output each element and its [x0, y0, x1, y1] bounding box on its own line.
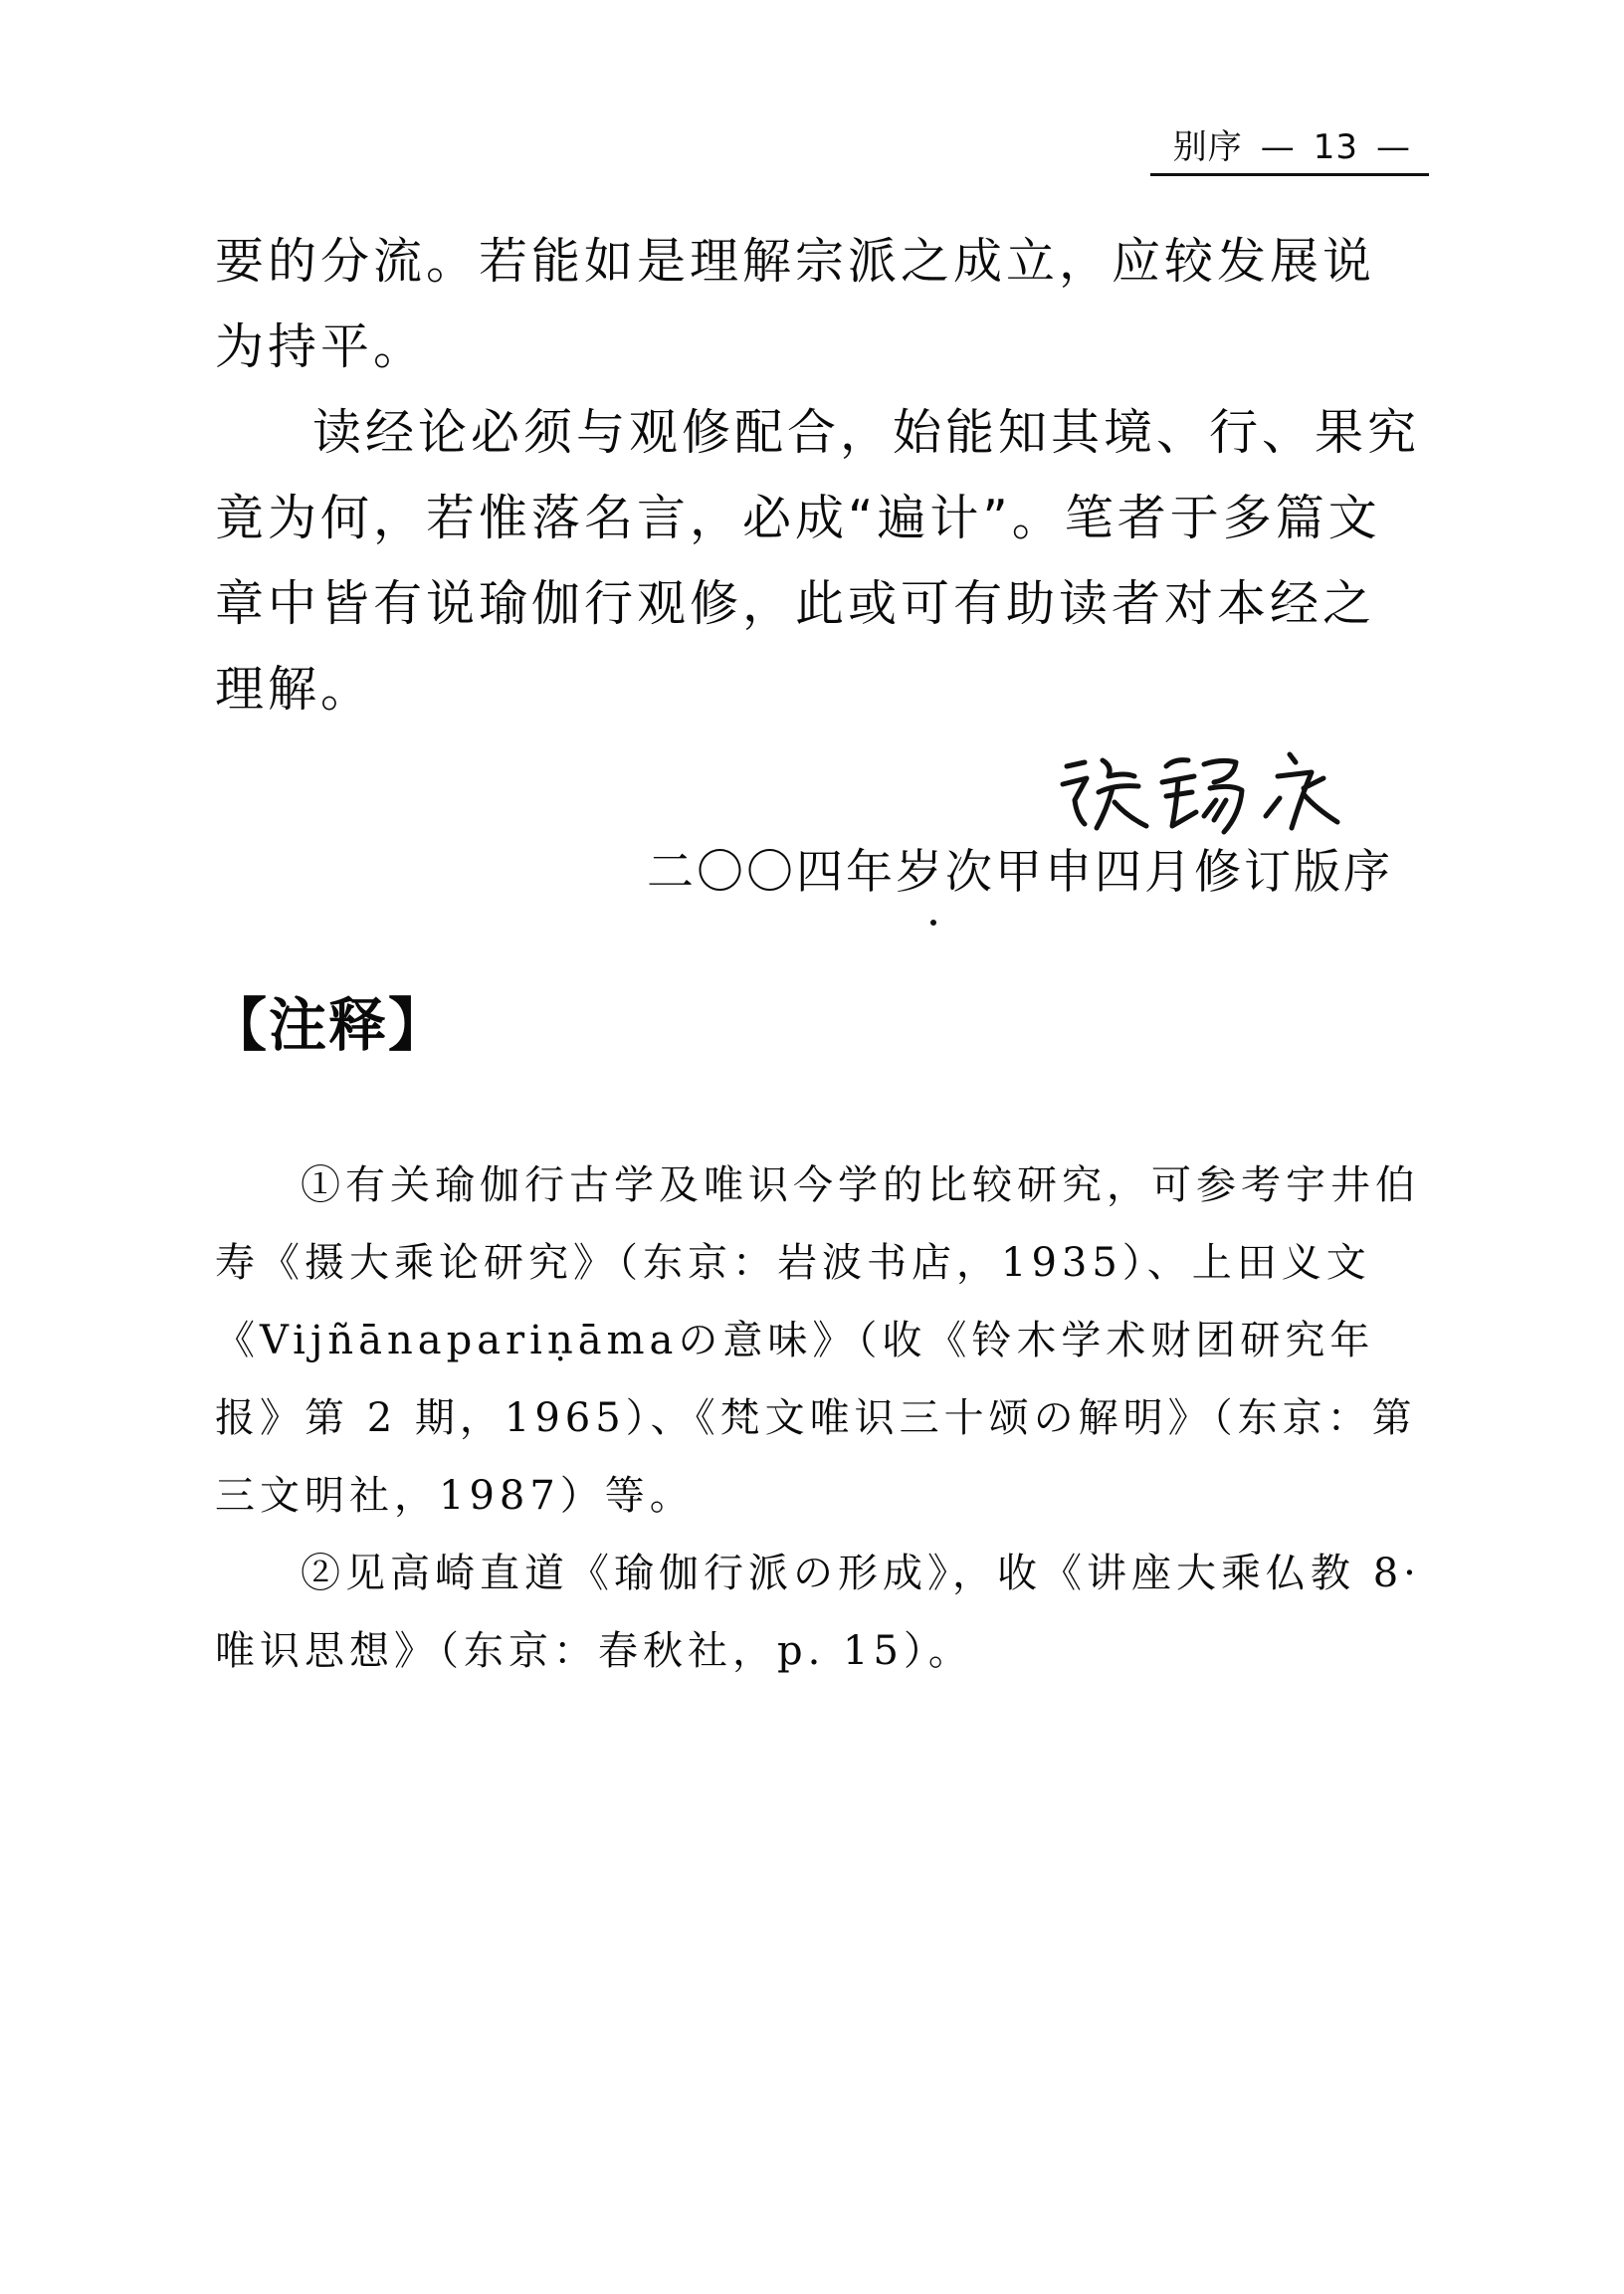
body-paragraph-2: 读经论必须与观修配合，始能知其境、行、果究竟为何，若惟落名言，必成“遍计”。笔者于多篇文章中皆有说瑜伽行观修，此或可有助读者对本经之理解。	[215, 404, 1421, 718]
body-paragraph-1: 要的分流。若能如是理解宗派之成立，应较发展说为持平。	[215, 233, 1376, 375]
author-signature	[1055, 736, 1353, 846]
header-page-number: 13	[1313, 127, 1358, 167]
header-section-title: 别序	[1172, 127, 1243, 167]
notes-heading: 【注释】	[209, 991, 449, 1059]
preface-dateline: 二〇〇四年岁次甲申四月修订版序	[647, 845, 1393, 900]
header-dash-left: —	[1260, 127, 1296, 167]
running-header	[1150, 121, 1429, 176]
footnote-2: ②见高崎直道《瑜伽行派の形成》，收《讲座大乘仏教 8·唯识思想》（东京：春秋社，p. 15）。	[215, 1551, 1421, 1674]
print-speck	[930, 920, 936, 926]
footnote-1: ①有关瑜伽行古学及唯识今学的比较研究，可参考宇井伯寿《摄大乘论研究》（东京：岩波书店，1935）、上田义文《Vijñānapariṇāmaの意味》（收《铃木学术财团研究年报》第 2 期，1965）、《梵文唯识三十颂の解明》（东京：第三文明社，1987）等。	[215, 1162, 1420, 1519]
header-dash-right: —	[1376, 127, 1411, 167]
